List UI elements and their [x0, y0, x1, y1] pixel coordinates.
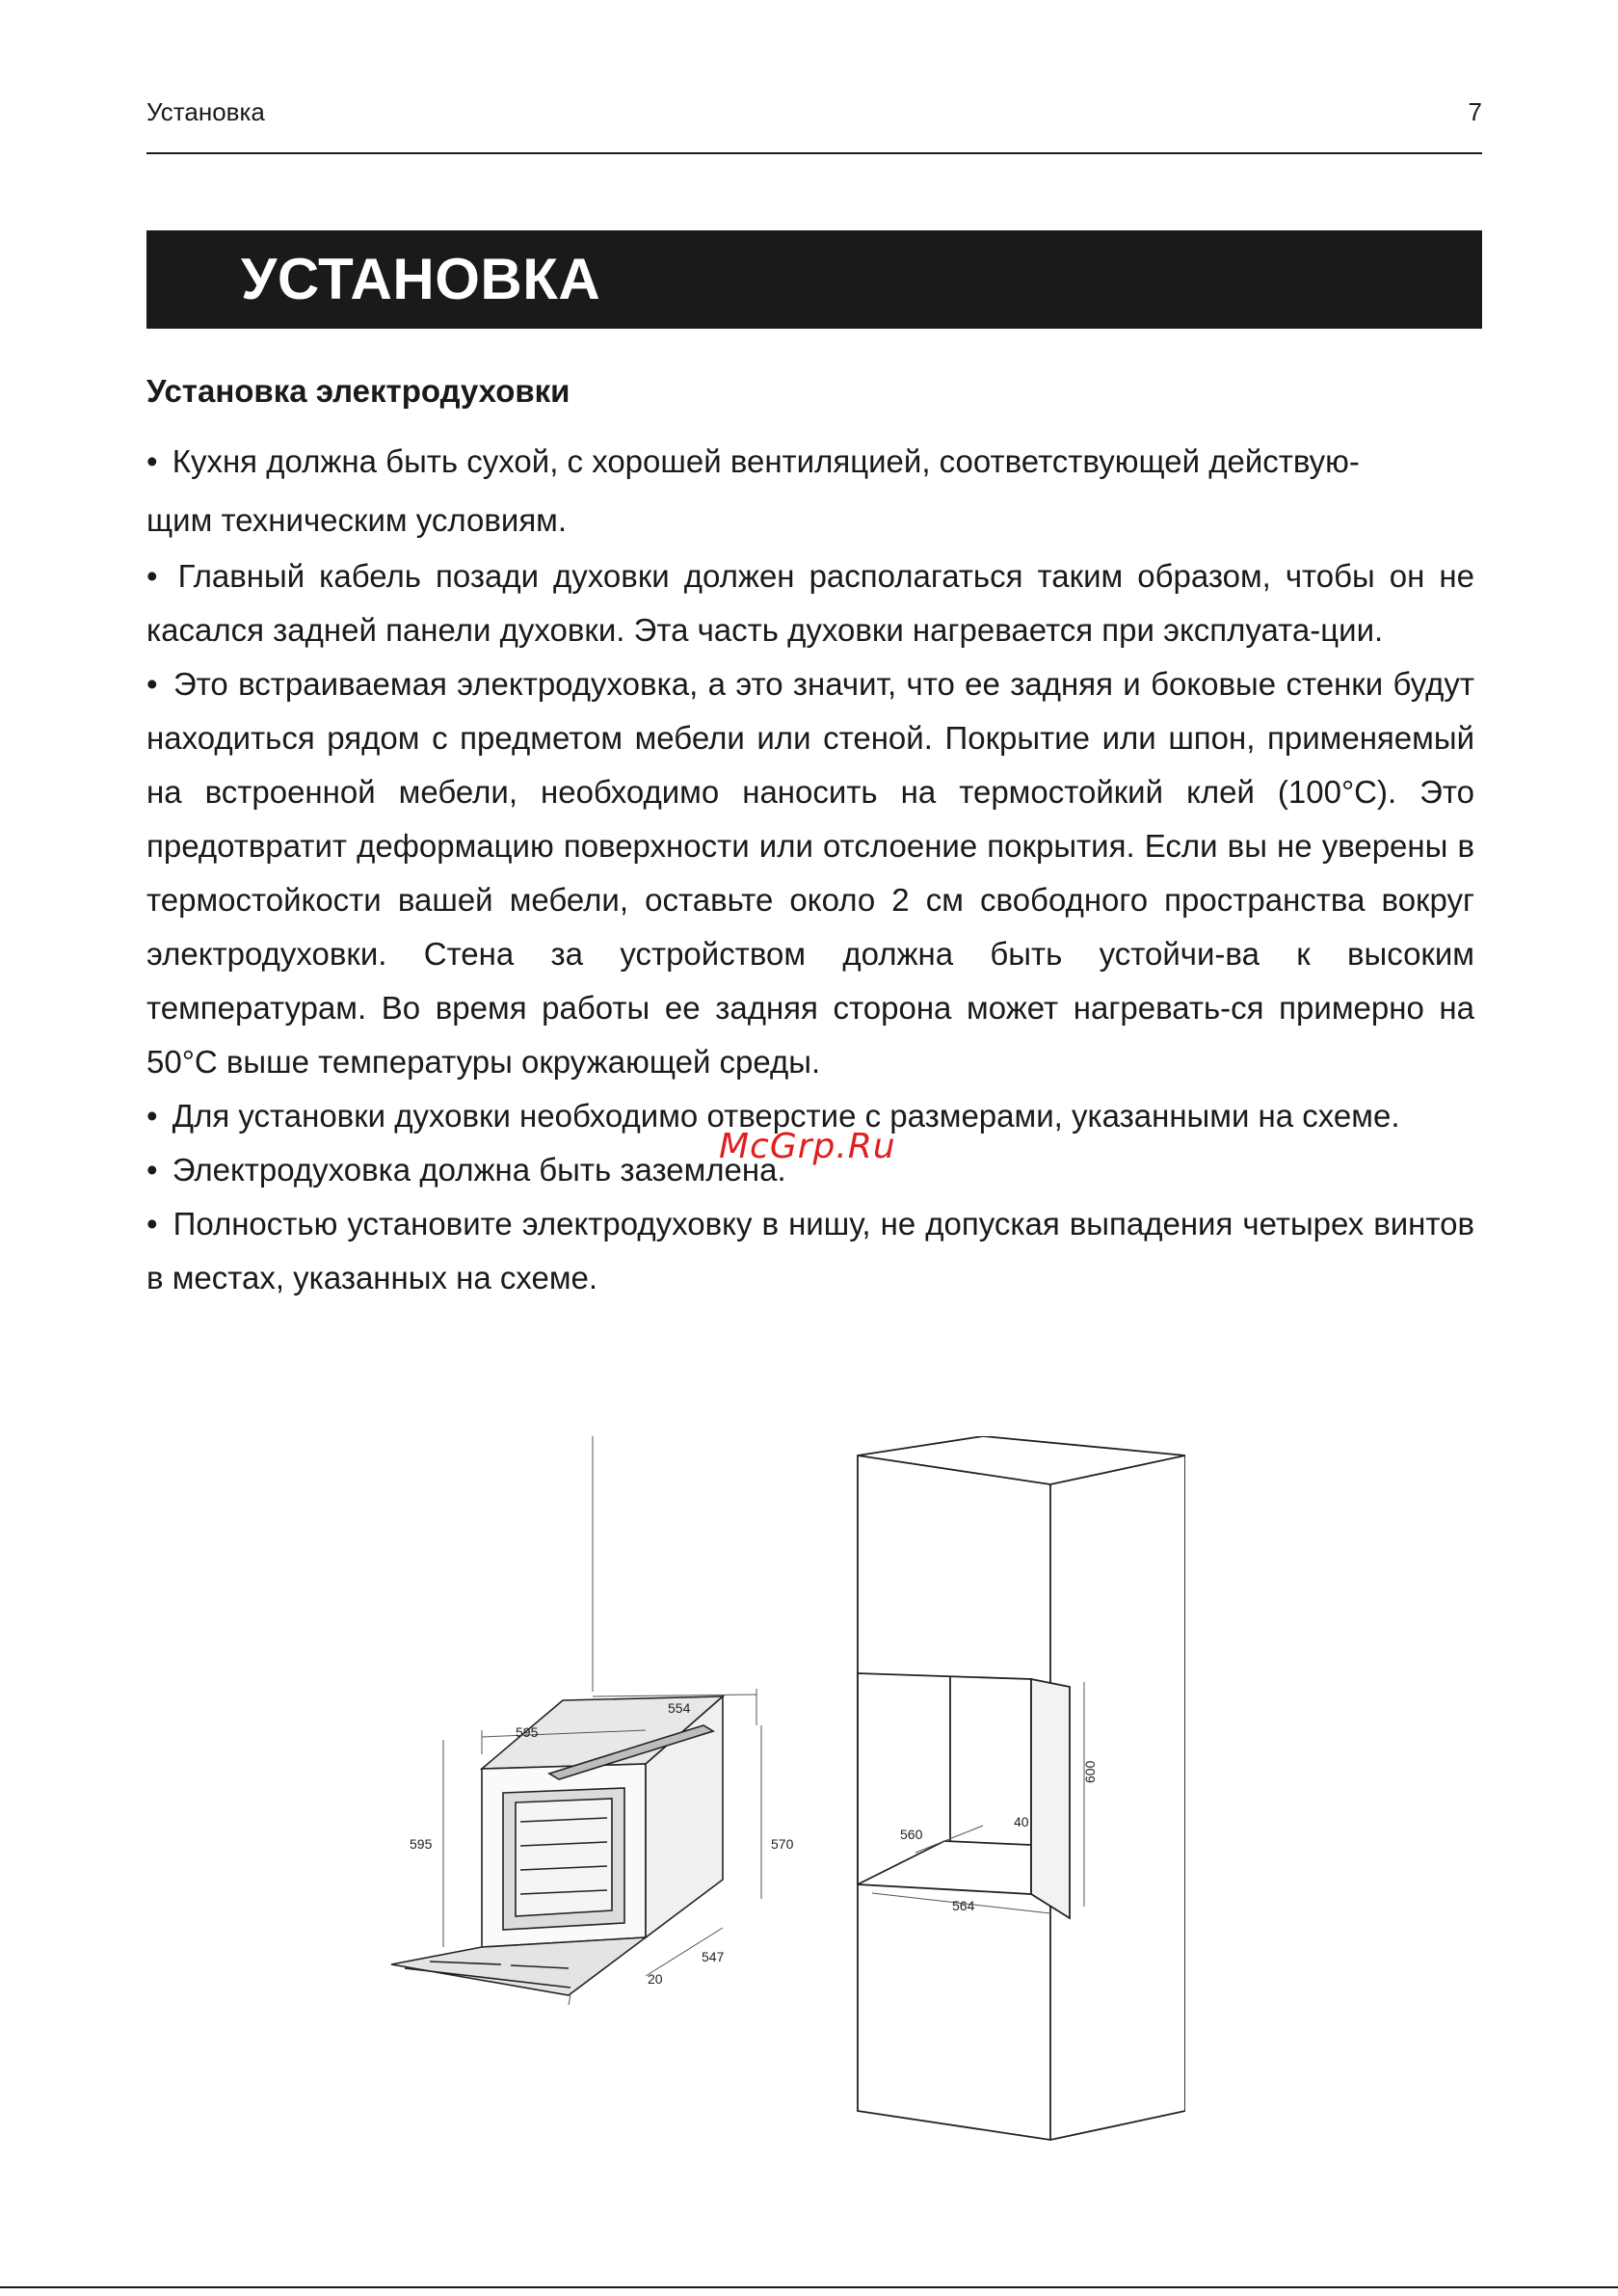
paragraph-2: [146, 549, 1474, 657]
dim-niche-gap: 40: [1014, 1814, 1029, 1829]
title-bar: [146, 230, 1482, 329]
dim-niche-front-width: 564: [952, 1898, 975, 1913]
watermark: McGrp.Ru: [719, 1127, 896, 1166]
bullet: •: [146, 558, 158, 594]
bullet: •: [146, 666, 158, 702]
paragraph-3: [146, 657, 1474, 1089]
dim-niche-width: 560: [900, 1827, 923, 1842]
paragraph-5-text: Электродуховка должна быть заземлена.: [172, 1152, 786, 1188]
page-number: 7: [1468, 97, 1482, 126]
installation-diagram: [318, 1436, 1185, 2169]
running-header: [146, 96, 1482, 154]
dim-height: 595: [410, 1836, 433, 1852]
paragraph-1-line-1: [146, 430, 1474, 494]
dim-front-width: 595: [516, 1724, 539, 1740]
dim-depth: 547: [702, 1949, 725, 1964]
body-paragraphs: [146, 549, 1474, 1305]
section-heading: Установка электродуховки: [146, 373, 570, 409]
bullet: •: [146, 1206, 158, 1241]
paragraph-1-line-2: щим техническим условиям.: [146, 502, 568, 538]
running-section-title: Установка: [146, 97, 265, 126]
dim-niche-height: 600: [1082, 1760, 1098, 1783]
dim-top-depth: 554: [668, 1700, 691, 1716]
paragraph-2-text: Главный кабель позади духовки должен располагаться таким образом, чтобы он не касался задней панели духовки. Эта часть духовки нагревается при эксплуата-ции.: [146, 558, 1474, 648]
paragraph-1-line-1-text: Кухня должна быть сухой, с хорошей вентиляцией, соответствующей действую-: [172, 443, 1360, 479]
oven-illustration: [391, 1696, 723, 1995]
dim-side-height: 570: [771, 1836, 794, 1852]
paragraph-4-text: Для установки духовки необходимо отверстие с размерами, указанными на схеме.: [172, 1098, 1400, 1134]
bullet: •: [146, 1152, 158, 1188]
cabinet-illustration: [858, 1436, 1185, 2140]
page-title: УСТАНОВКА: [241, 247, 601, 311]
footer-rule: [0, 2286, 1618, 2288]
paragraph-6: [146, 1197, 1474, 1305]
bullet: •: [146, 443, 158, 479]
paragraph-6-text: Полностью установите электродуховку в нишу, не допуская выпадения четырех винтов в местах, указанных на схеме.: [146, 1206, 1475, 1295]
bullet: •: [146, 1098, 158, 1134]
dim-door-offset: 20: [648, 1971, 663, 1987]
paragraph-3-text: Это встраиваемая электродуховка, а это значит, что ее задняя и боковые стенки будут находиться рядом с предметом мебели или стеной. Покрытие или шпон, применяемый на встроенной мебели, необходимо наносить на термостойкий клей (100°С). Это предотвратит деформацию поверхности или отслоение покрытия. Если вы не уверены в термостойкости вашей мебели, оставьте около 2 см свободного пространства вокруг электродуховки. Стена за устройством должна быть устойчи-ва к высоким температурам. Во время работы ее задняя сторона может нагревать-ся примерно на 50°С выше температуры окружающей среды.: [146, 666, 1474, 1080]
paragraph-1: [146, 430, 1474, 547]
